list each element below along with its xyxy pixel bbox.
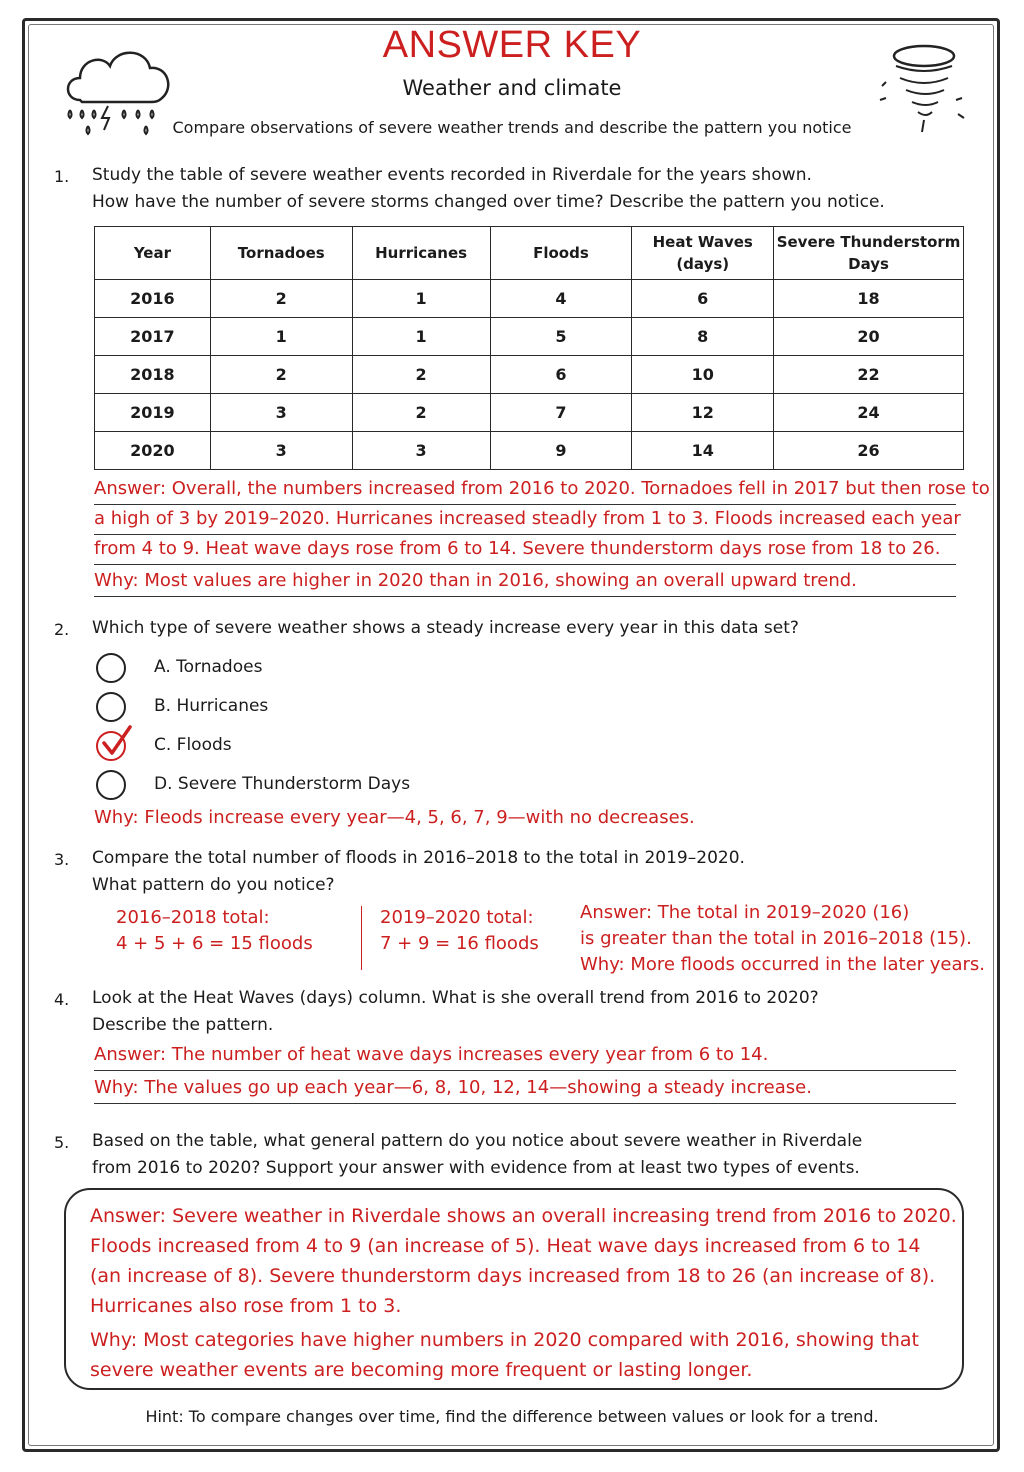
table-cell: 2018 (95, 356, 211, 394)
question-3-answer-line-1: Answer: The total in 2019–2020 (16) (580, 902, 910, 923)
table-cell: 3 (210, 394, 352, 432)
radio-circle[interactable] (96, 692, 126, 722)
severe-weather-table (94, 226, 964, 470)
table-cell: 3 (210, 432, 352, 470)
table-cell: 6 (490, 356, 632, 394)
table-cell: 1 (352, 280, 490, 318)
hint-text: Hint: To compare changes over time, find the difference between values or look for a trend. (145, 1407, 879, 1426)
option-a-label: A. Tornadoes (154, 657, 263, 677)
question-1-line-1: Study the table of severe weather events recorded in Riverdale for the years shown. (92, 165, 812, 185)
question-5-answer-line-2: Floods increased from 4 to 9 (an increase of 5). Heat wave days increased from 6 to 14 (90, 1235, 921, 1257)
question-5-why-line-1: Why: Most categories have higher numbers in 2020 compared with 2016, showing that (90, 1329, 919, 1351)
question-3-line-1: Compare the total number of floods in 2016–2018 to the total in 2019–2020. (92, 848, 745, 868)
table-cell: 10 (632, 356, 774, 394)
question-4-line-2: Describe the pattern. (92, 1015, 274, 1035)
option-b-label: B. Hurricanes (154, 696, 269, 716)
table-row (95, 394, 964, 432)
table-cell: 24 (774, 394, 964, 432)
question-2-why: Why: Fleods increase every year—4, 5, 6, 7, 9—with no decreases. (94, 807, 695, 828)
question-3-answer-line-2: is greater than the total in 2016–2018 (15). (580, 928, 972, 949)
table-cell: 2019 (95, 394, 211, 432)
table-header-cell: Severe Thunderstorm Days (774, 227, 964, 280)
table-header-cell: Heat Waves (days) (632, 227, 774, 280)
table-cell: 8 (632, 318, 774, 356)
question-1-line-2: How have the number of severe storms changed over time? Describe the pattern you notice. (92, 192, 885, 212)
question-1-answer-line-1: Answer: Overall, the numbers increased from 2016 to 2020. Tornadoes fell in 2017 but then rose to (94, 474, 956, 505)
table-header-cell: Tornadoes (210, 227, 352, 280)
table-cell: 14 (632, 432, 774, 470)
table-header-cell: Hurricanes (352, 227, 490, 280)
option-d-label: D. Severe Thunderstorm Days (154, 774, 411, 794)
table-cell: 12 (632, 394, 774, 432)
table-header-row (95, 227, 964, 280)
table-cell: 18 (774, 280, 964, 318)
question-4-answer: Answer: The number of heat wave days increases every year from 6 to 14. (94, 1040, 956, 1071)
page-subtitle: Weather and climate (402, 76, 622, 100)
table-cell: 2020 (95, 432, 211, 470)
question-5-why-line-2: severe weather events are becoming more frequent or lasting longer. (90, 1359, 753, 1381)
column-divider (361, 906, 362, 970)
table-row (95, 318, 964, 356)
question-4-number: 4. (54, 990, 70, 1009)
table-cell: 2017 (95, 318, 211, 356)
question-1-answer-line-2: a high of 3 by 2019–2020. Hurricanes increased steadly from 1 to 3. Floods increased each year (94, 504, 956, 535)
radio-circle[interactable] (96, 653, 126, 683)
table-row (95, 280, 964, 318)
table-cell: 22 (774, 356, 964, 394)
total-2016-2018-label: 2016–2018 total: (116, 907, 270, 928)
radio-circle[interactable] (96, 770, 126, 800)
table-cell: 6 (632, 280, 774, 318)
question-1-why-line: Why: Most values are higher in 2020 than in 2016, showing an overall upward trend. (94, 566, 956, 597)
table-cell: 9 (490, 432, 632, 470)
checkmark-icon (98, 725, 134, 761)
table-cell: 3 (352, 432, 490, 470)
question-5-line-2: from 2016 to 2020? Support your answer with evidence from at least two types of events. (92, 1158, 860, 1178)
table-cell: 26 (774, 432, 964, 470)
question-3-why: Why: More floods occurred in the later years. (580, 954, 986, 975)
table-row (95, 432, 964, 470)
page-title: ANSWER KEY (382, 24, 642, 66)
question-2-number: 2. (54, 620, 70, 639)
table-row (95, 356, 964, 394)
table-header-cell: Year (95, 227, 211, 280)
table-cell: 2 (210, 356, 352, 394)
instructions: Compare observations of severe weather trends and describe the pattern you notice (172, 118, 852, 137)
question-3-line-2: What pattern do you notice? (92, 875, 335, 895)
total-2016-2018-calc: 4 + 5 + 6 = 15 floods (116, 933, 313, 954)
table-cell: 20 (774, 318, 964, 356)
table-cell: 2016 (95, 280, 211, 318)
table-cell: 1 (210, 318, 352, 356)
table-cell: 1 (352, 318, 490, 356)
table-cell: 2 (352, 356, 490, 394)
question-3-number: 3. (54, 850, 70, 869)
question-2-text: Which type of severe weather shows a steady increase every year in this data set? (92, 618, 799, 638)
question-5-answer-line-4: Hurricanes also rose from 1 to 3. (90, 1295, 402, 1317)
total-2019-2020-calc: 7 + 9 = 16 floods (380, 933, 539, 954)
total-2019-2020-label: 2019–2020 total: (380, 907, 534, 928)
question-4-why: Why: The values go up each year—6, 8, 10, 12, 14—showing a steady increase. (94, 1073, 956, 1104)
table-cell: 5 (490, 318, 632, 356)
table-cell: 2 (210, 280, 352, 318)
table-cell: 7 (490, 394, 632, 432)
table-header-cell: Floods (490, 227, 632, 280)
question-1-number: 1. (54, 167, 70, 186)
question-5-answer-line-3: (an increase of 8). Severe thunderstorm days increased from 18 to 26 (an increase of 8). (90, 1265, 936, 1287)
question-5-number: 5. (54, 1133, 70, 1152)
table-cell: 2 (352, 394, 490, 432)
question-5-answer-line-1: Answer: Severe weather in Riverdale shows an overall increasing trend from 2016 to 2020. (90, 1205, 957, 1227)
question-1-answer-line-3: from 4 to 9. Heat wave days rose from 6 to 14. Severe thunderstorm days rose from 18 to 26. (94, 534, 956, 565)
option-c-label: C. Floods (154, 735, 232, 755)
question-4-line-1: Look at the Heat Waves (days) column. What is she overall trend from 2016 to 2020? (92, 988, 819, 1008)
question-5-line-1: Based on the table, what general pattern do you notice about severe weather in Riverdale (92, 1131, 863, 1151)
table-cell: 4 (490, 280, 632, 318)
